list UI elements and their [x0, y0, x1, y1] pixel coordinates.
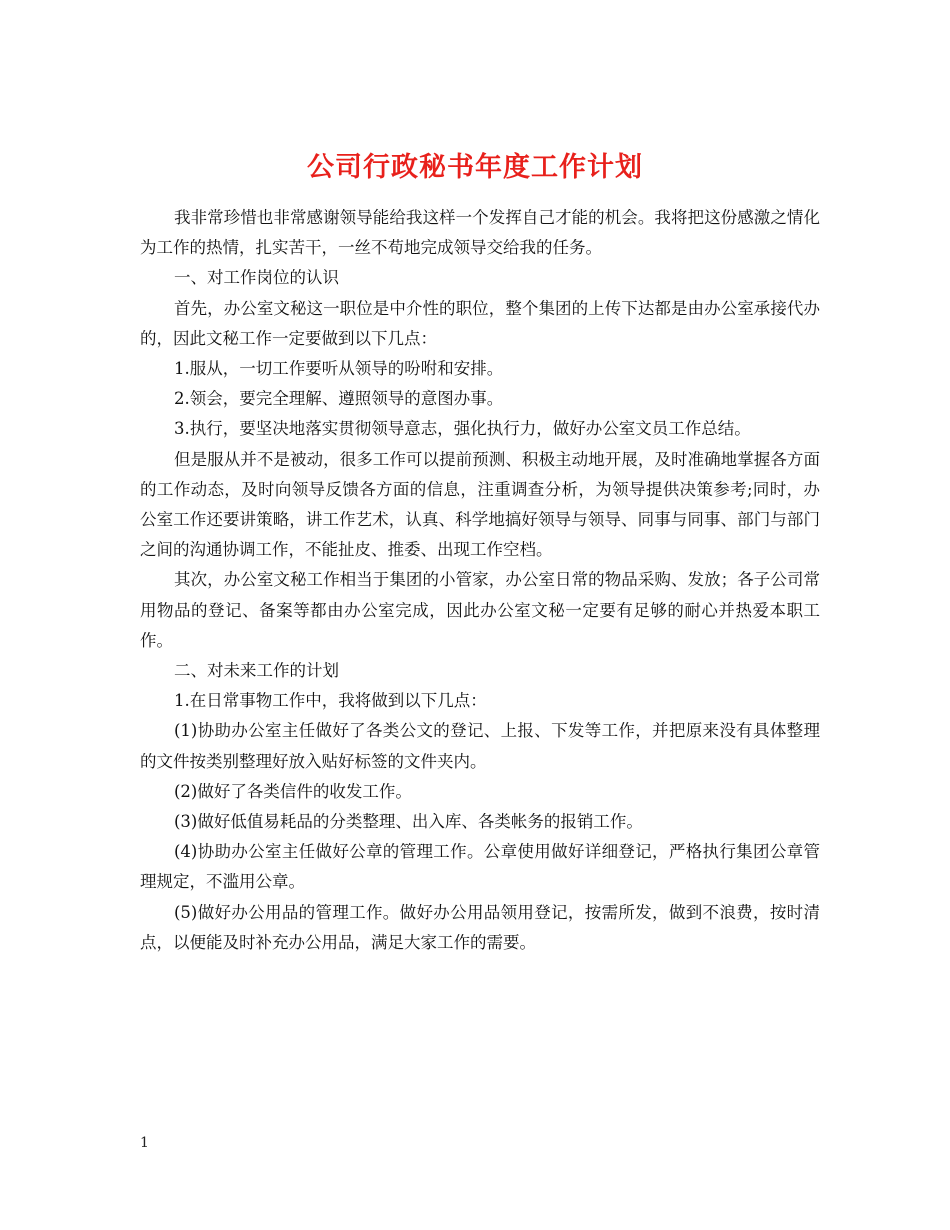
- paragraph-housekeeper: 其次，办公室文秘工作相当于集团的小管家，办公室日常的物品采购、发放；各子公司常用物品的登记、备案等都由办公室完成，因此办公室文秘一定要有足够的耐心并热爱本职工作。: [140, 570, 820, 650]
- list-item-execute: 3.执行，要坚决地落实贯彻领导意志，强化执行力，做好办公室文员工作总结。: [174, 419, 751, 439]
- document-title: 公司行政秘书年度工作计划: [307, 152, 643, 184]
- sub-item-mail: (2)做好了各类信件的收发工作。: [174, 781, 412, 801]
- sub-item-consumables: (3)做好低值易耗品的分类整理、出入库、各类帐务的报销工作。: [174, 812, 643, 832]
- document-body: [140, 203, 820, 958]
- section-heading-2: 二、对未来工作的计划: [174, 661, 339, 681]
- list-item-daily-work: 1.在日常事物工作中，我将做到以下几点：: [174, 691, 487, 711]
- list-item-obey: 1.服从，一切工作要听从领导的吩咐和安排。: [174, 359, 504, 379]
- paragraph-role-intro: 首先，办公室文秘这一职位是中介性的职位，整个集团的上传下达都是由办公室承接代办的，因此文秘工作一定要做到以下几点：: [140, 298, 820, 348]
- paragraph-proactive: 但是服从并不是被动，很多工作可以提前预测、积极主动地开展，及时准确地掌握各方面的工作动态，及时向领导反馈各方面的信息，注重调查分析，为领导提供决策参考;同时，办公室工作还要讲策略，讲工作艺术，认真、科学地搞好领导与领导、同事与同事、部门与部门之间的沟通协调工作，不能扯皮、推委、出现工作空档。: [140, 449, 820, 560]
- sub-item-office-supplies: (5)做好办公用品的管理工作。做好办公用品领用登记，按需所发，做到不浪费，按时清点，以便能及时补充办公用品，满足大家工作的需要。: [140, 902, 820, 952]
- list-item-understand: 2.领会，要完全理解、遵照领导的意图办事。: [174, 389, 504, 409]
- sub-item-seal: (4)协助办公室主任做好公章的管理工作。公章使用做好详细登记，严格执行集团公章管理规定，不滥用公章。: [140, 842, 820, 892]
- page-number: 1: [140, 1135, 149, 1151]
- sub-item-documents: (1)协助办公室主任做好了各类公文的登记、上报、下发等工作，并把原来没有具体整理的文件按类别整理好放入贴好标签的文件夹内。: [140, 721, 820, 771]
- section-heading-1: 一、对工作岗位的认识: [174, 268, 339, 288]
- paragraph-intro: 我非常珍惜也非常感谢领导能给我这样一个发挥自己才能的机会。我将把这份感激之情化为工作的热情，扎实苦干，一丝不苟地完成领导交给我的任务。: [140, 208, 820, 258]
